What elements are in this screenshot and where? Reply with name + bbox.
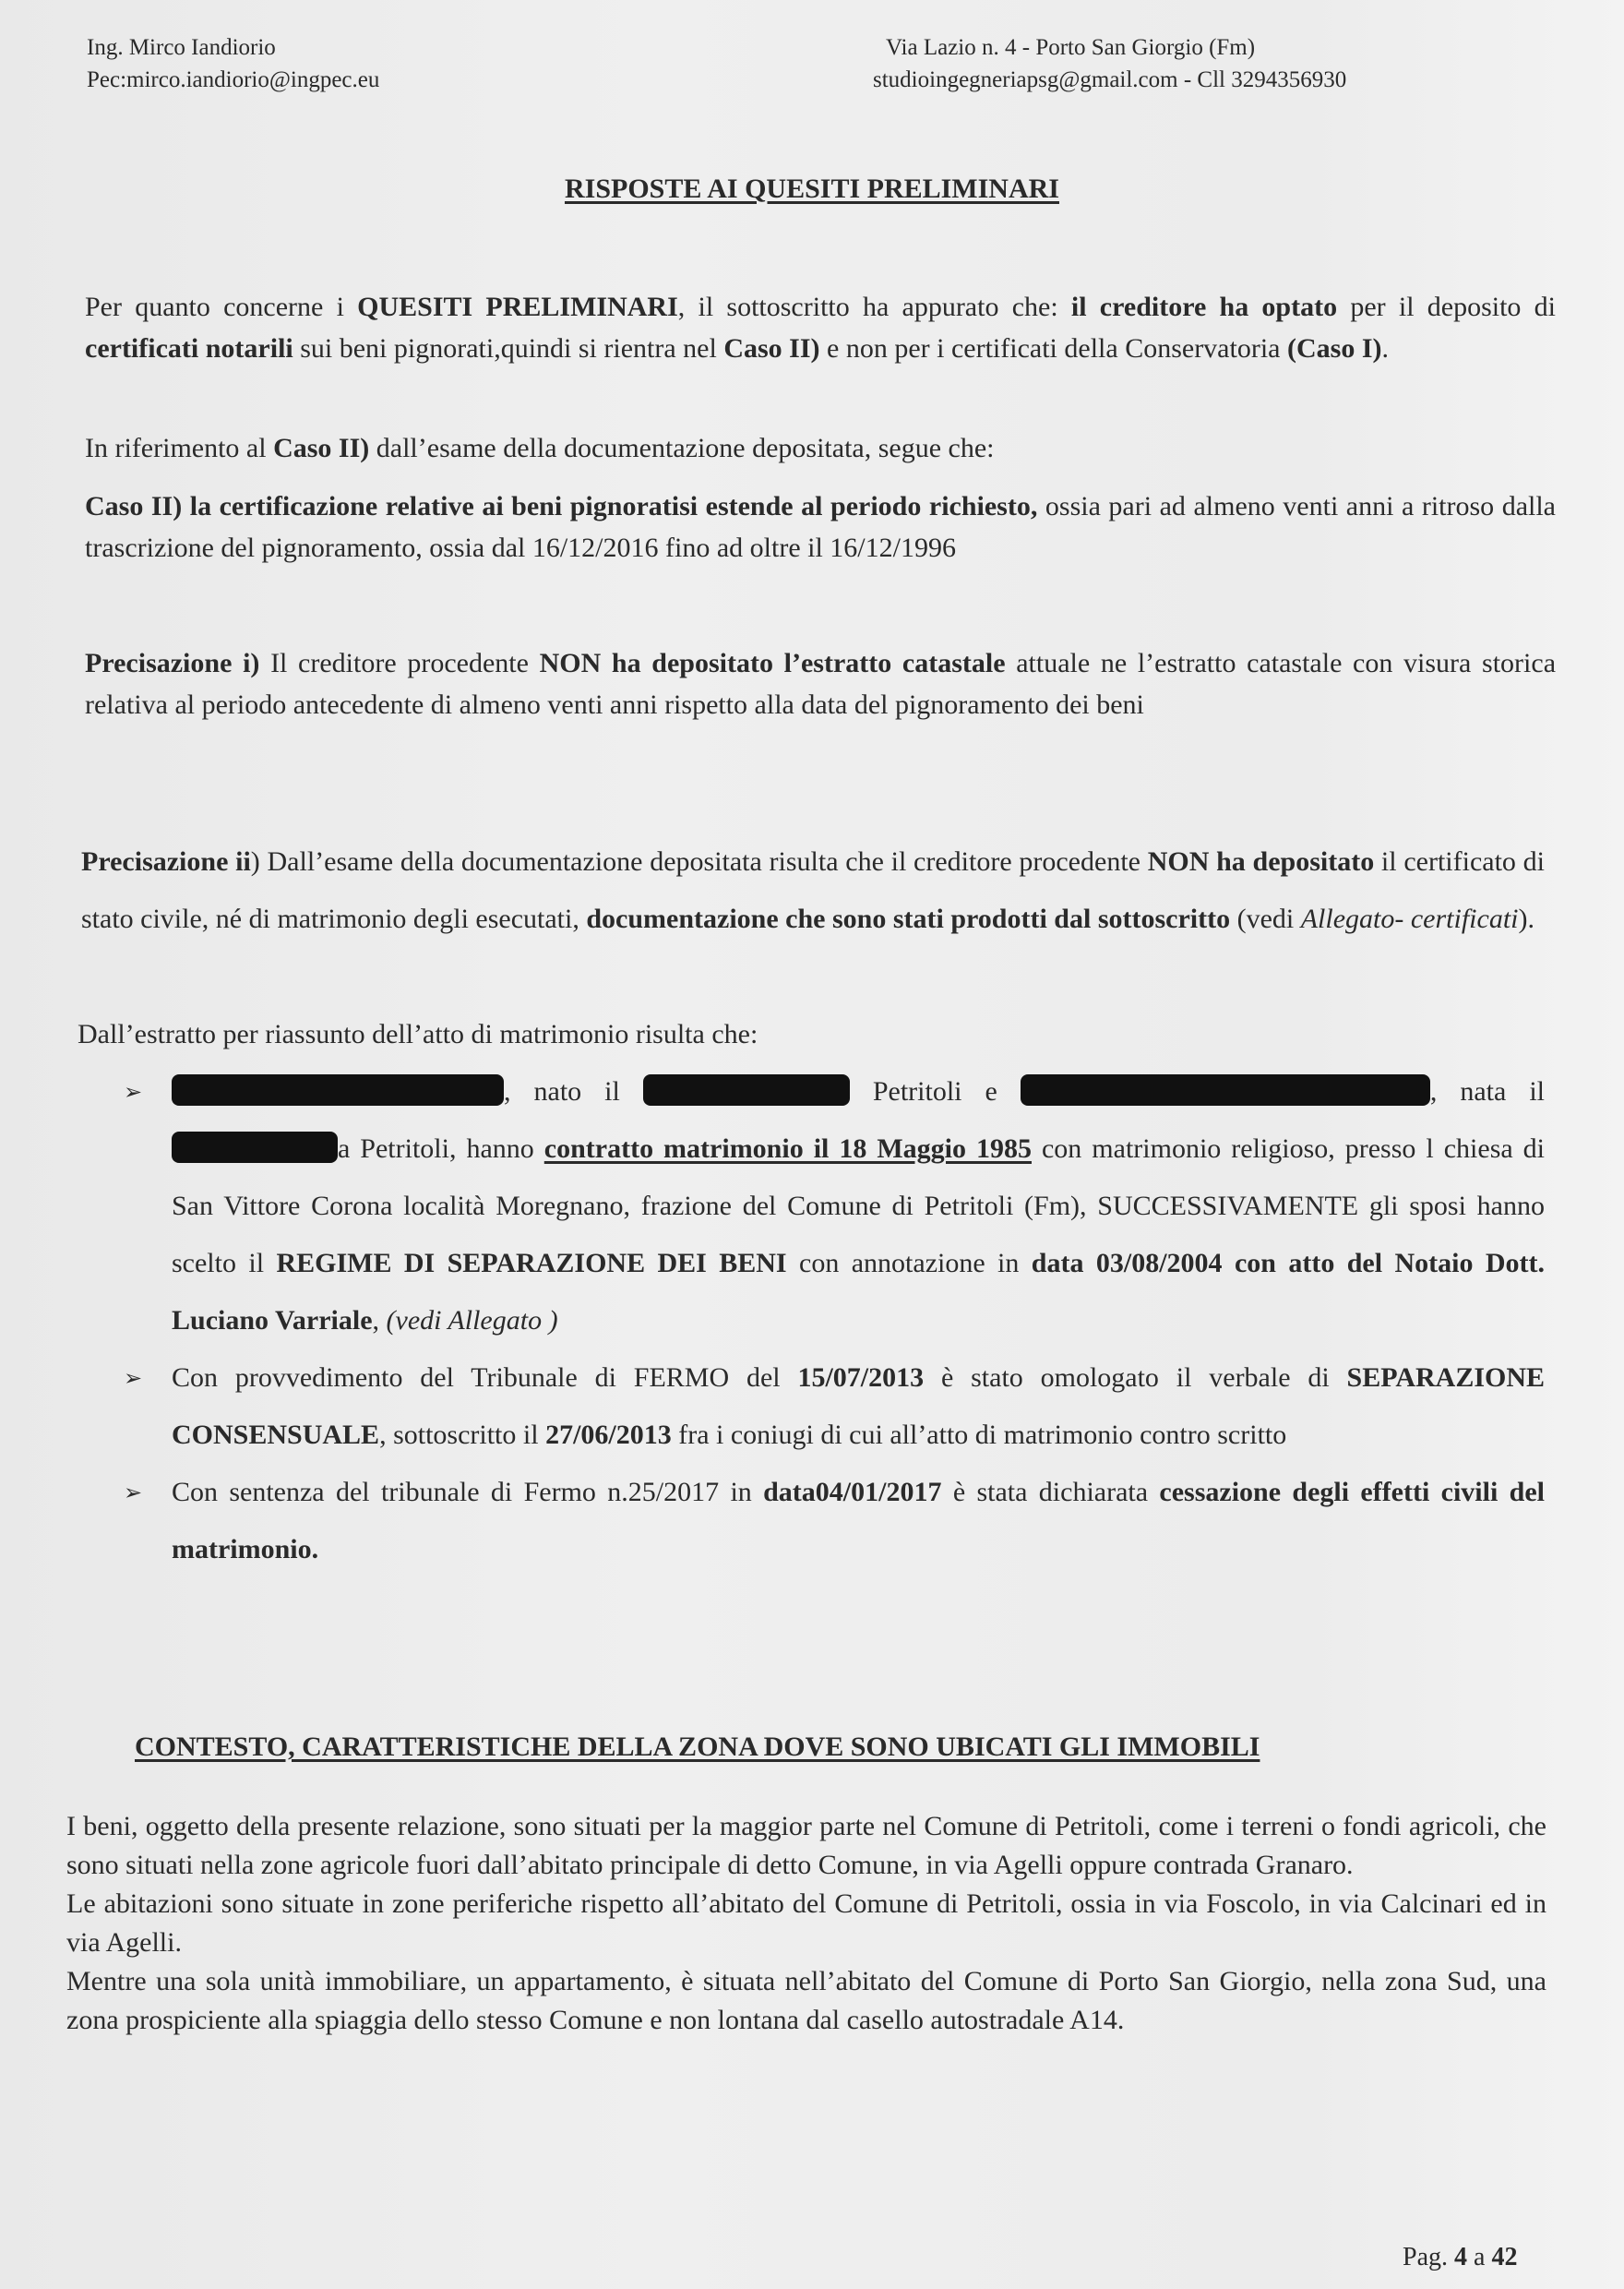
- list-item: ➢ Con sentenza del tribunale di Fermo n.25/2017 in data04/01/2017 è stata dichiarata cessazione degli effetti civili del matrimonio.: [124, 1464, 1545, 1578]
- paragraph-quesiti: Per quanto concerne i QUESITI PRELIMINARI, il sottoscritto ha appurato che: il creditore ha optato per il deposito di certificati notarili sui beni pignorati,quindi si rientra nel Caso II) e non per i certificati della Conservatoria (Caso I).: [85, 292, 1556, 364]
- header-left: [87, 31, 379, 96]
- paragraph-caso-ii: Caso II) la certificazione relative ai beni pignoratisi estende al periodo richiesto, ossia pari ad almeno venti anni a ritroso dalla trascrizione del pignoramento, ossia dal 16/12/2016 fino ad oltre il 16/12/1996: [85, 491, 1557, 563]
- paragraph-intro-estratto: Dall’estratto per riassunto dell’atto di matrimonio risulta che:: [78, 1019, 758, 1049]
- zone-paragraph: Le abitazioni sono situate in zone periferiche rispetto all’abitato del Comune di Petritoli, ossia in via Foscolo, in via Calcinari ed in via Agelli.: [66, 1888, 1546, 1958]
- zone-description: [66, 1807, 1546, 2040]
- redacted-name: [1021, 1074, 1430, 1106]
- office-contacts: studioingegneriapsg@gmail.com - Cll 3294356930: [873, 67, 1347, 92]
- list-item: ➢ Con provvedimento del Tribunale di FERMO del 15/07/2013 è stato omologato il verbale di SEPARAZIONE CONSENSUALE, sottoscritto il 27/06/2013 fra i coniugi di cui all’atto di matrimonio contro scritto: [124, 1349, 1545, 1464]
- page-number: Pag. 4 a 42: [1403, 2243, 1518, 2271]
- author-name: Ing. Mirco Iandiorio: [87, 35, 276, 60]
- author-pec: Pec:mirco.iandiorio@ingpec.eu: [87, 67, 380, 92]
- marriage-facts-list: [124, 1063, 1545, 1578]
- bullet-arrow-icon: ➢: [124, 1079, 143, 1105]
- redacted-name: [172, 1074, 504, 1106]
- header-right: [873, 31, 1346, 96]
- section-title: CONTESTO, CARATTERISTICHE DELLA ZONA DOVE SONO UBICATI GLI IMMOBILI: [135, 1732, 1260, 1762]
- paragraph-riferimento: In riferimento al Caso II) dall’esame della documentazione depositata, segue che:: [85, 433, 995, 463]
- redacted-birth-date: [172, 1132, 338, 1163]
- office-address: Via Lazio n. 4 - Porto San Giorgio (Fm): [886, 35, 1256, 60]
- paragraph-precisazione-i: Precisazione i) Il creditore procedente NON ha depositato l’estratto catastale attuale ne l’estratto catastale con visura storica relativa al periodo antecedente di almeno venti anni rispetto alla data del pignoramento dei beni: [85, 648, 1557, 720]
- zone-paragraph: I beni, oggetto della presente relazione, sono situati per la maggior parte nel Comune di Petritoli, come i terreni o fondi agricoli, che sono situati nella zone agricole fuori dall’abitato principale di detto Comune, in via Agelli oppure contrada Granaro.: [66, 1811, 1546, 1880]
- page-title: RISPOSTE AI QUESITI PRELIMINARI: [565, 174, 1059, 204]
- zone-paragraph: Mentre una sola unità immobiliare, un appartamento, è situata nell’abitato del Comune di Porto San Giorgio, nella zona Sud, una zona prospiciente alla spiaggia dello stesso Comune e non lontana dal casello autostradale A14.: [66, 1966, 1546, 2035]
- redacted-birth-date: [643, 1074, 850, 1106]
- bullet-arrow-icon: ➢: [124, 1480, 143, 1505]
- bullet-arrow-icon: ➢: [124, 1365, 143, 1391]
- list-item: ➢ , nato il Petritoli e , nata il a Petritoli, hanno contratto matrimonio il 18 Maggio 1985 con matrimonio religioso, presso l chiesa di San Vittore Corona località Moregnano, frazione del Comune di Petritoli (Fm), SUCCESSIVAMENTE gli sposi hanno scelto il REGIME DI SEPARAZIONE DEI BENI con annotazione in data 03/08/2004 con atto del Notaio Dott. Luciano Varriale, (vedi Allegato ): [124, 1063, 1545, 1349]
- paragraph-precisazione-ii: Precisazione ii) Dall’esame della documentazione depositata risulta che il creditore procedente NON ha depositato il certificato di stato civile, né di matrimonio degli esecutati, documentazione che sono stati prodotti dal sottoscritto (vedi Allegato- certificati).: [81, 846, 1545, 934]
